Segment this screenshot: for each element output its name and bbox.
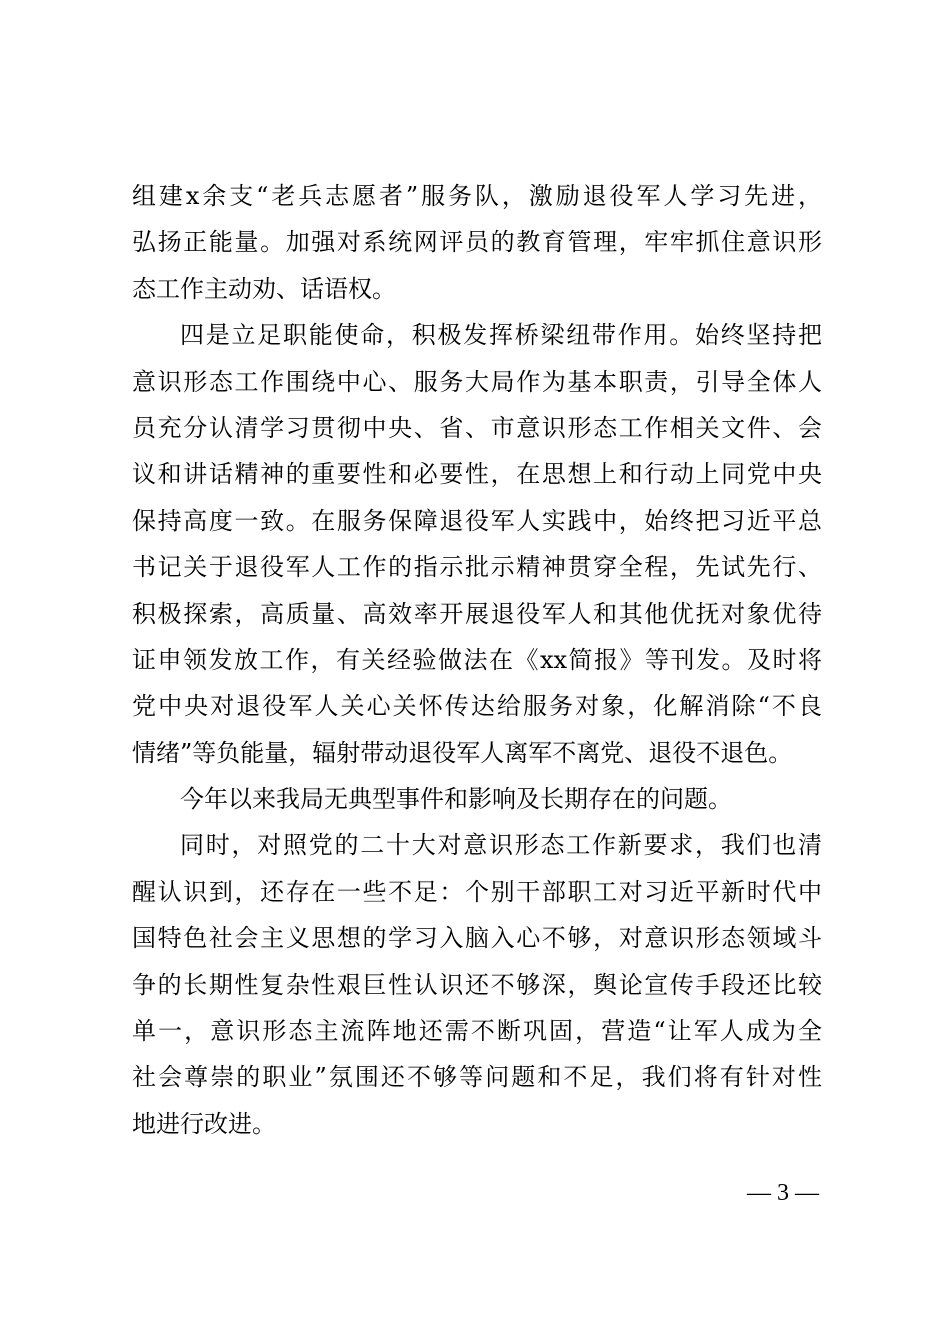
paragraph: [132, 173, 822, 312]
text-line: 保持高度一致。在服务保障退役军人实践中，始终把习近平总: [132, 506, 822, 535]
text-line: 醒认识到，还存在一些不足：个别干部职工对习近平新时代中: [132, 877, 822, 906]
text-line: 同时，对照党的二十大对意识形态工作新要求，我们也清: [180, 831, 822, 860]
text-line: 态工作主动劝、话语权。: [132, 274, 396, 303]
text-line: 国特色社会主义思想的学习入脑入心不够，对意识形态领域斗: [132, 924, 822, 953]
text-line: 积极探索，高质量、高效率开展退役军人和其他优抚对象优待: [132, 599, 822, 628]
text-line: 今年以来我局无典型事件和影响及长期存在的问题。: [180, 785, 732, 814]
text-line: 四是立足职能使命，积极发挥桥梁纽带作用。始终坚持把: [180, 321, 822, 350]
text-line: 书记关于退役军人工作的指示批示精神贯穿全程，先试先行、: [132, 553, 822, 582]
text-line: 员充分认清学习贯彻中央、省、市意识形态工作相关文件、会: [132, 413, 822, 442]
paragraph: [132, 312, 822, 776]
document-body: [132, 173, 822, 1147]
text-line: 争的长期性复杂性艰巨性认识还不够深，舆论宣传手段还比较: [132, 970, 822, 999]
text-line: 社会尊崇的职业”氛围还不够等问题和不足，我们将有针对性: [132, 1063, 822, 1092]
text-line: 组建x余支“老兵志愿者”服务队，激励退役军人学习先进，: [132, 182, 822, 210]
text-line: 证申领发放工作，有关经验做法在《xx简报》等刊发。及时将: [132, 645, 822, 674]
text-line: 情绪”等负能量，辐射带动退役军人离军不离党、退役不退色。: [132, 738, 793, 767]
text-line: 地进行改进。: [132, 1109, 276, 1138]
text-line: 意识形态工作围绕中心、服务大局作为基本职责，引导全体人: [132, 367, 822, 396]
text-line: 单一，意识形态主流阵地还需不断巩固，营造“让军人成为全: [132, 1017, 822, 1046]
page-number: — 3 —: [747, 1180, 819, 1206]
text-line: 议和讲话精神的重要性和必要性，在思想上和行动上同党中央: [132, 460, 822, 489]
text-line: 党中央对退役军人关心关怀传达给服务对象，化解消除“不良: [132, 692, 822, 721]
text-line: 弘扬正能量。加强对系统网评员的教育管理，牢牢抓住意识形: [132, 228, 822, 257]
paragraph: [132, 822, 822, 1147]
paragraph: [132, 776, 822, 822]
